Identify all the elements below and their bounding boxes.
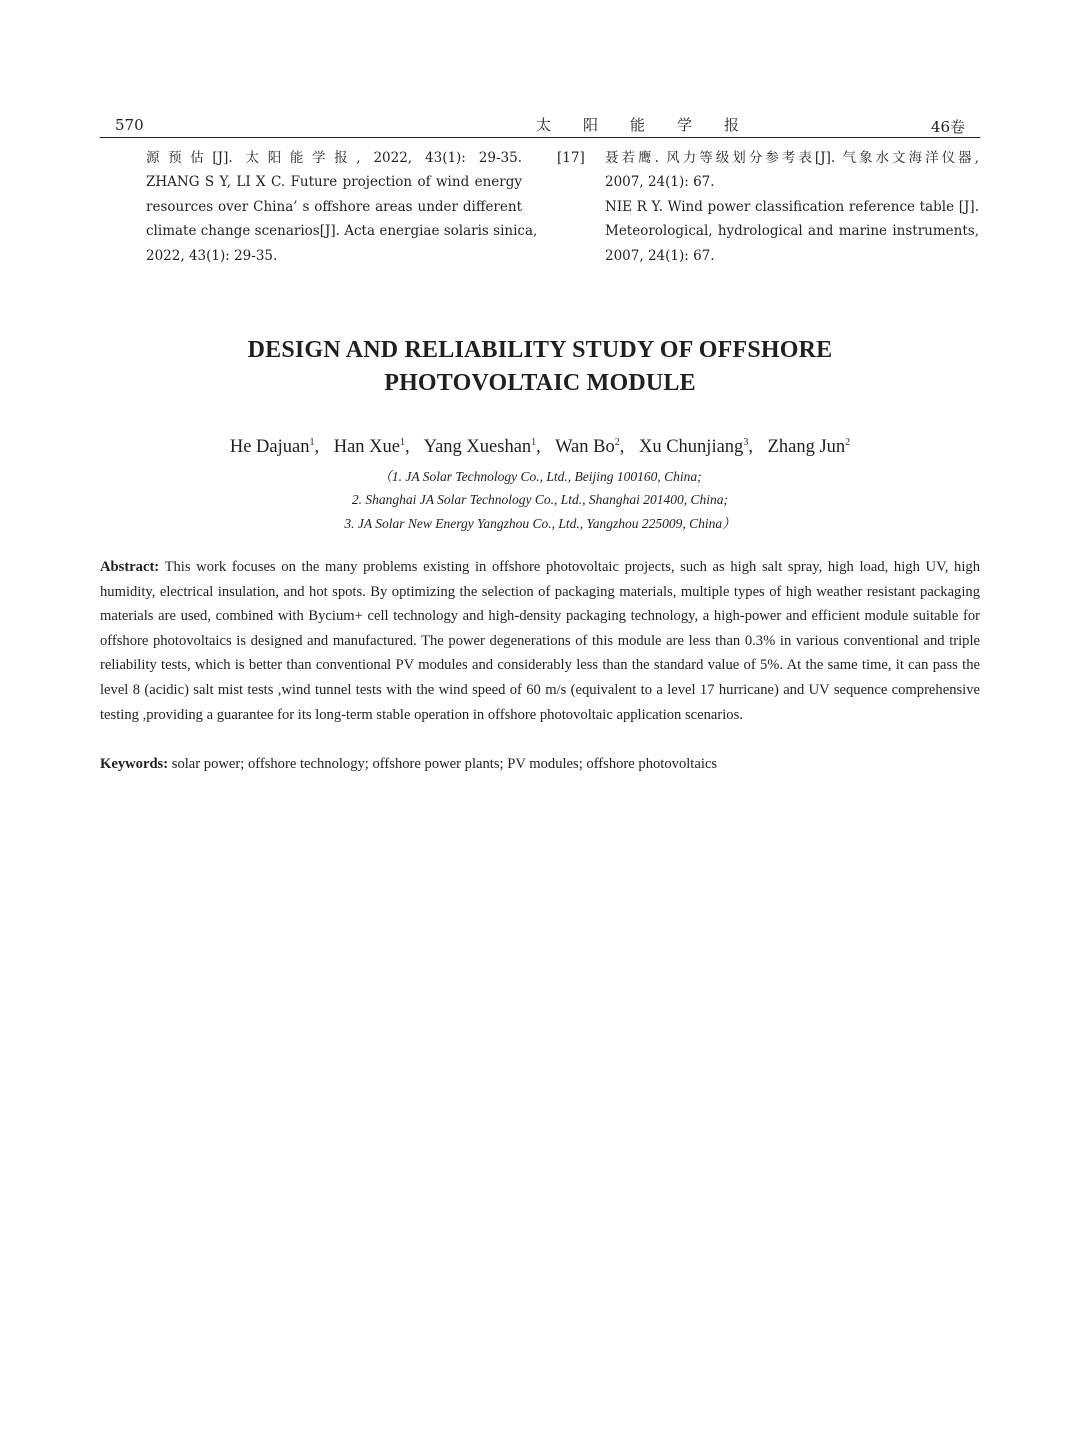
reference-line: ZHANG S Y, LI X C. Future projection of wind energy <box>146 174 522 191</box>
author <box>639 437 748 457</box>
abstract <box>100 555 980 727</box>
author-name: Xu Chunjiang <box>638 437 744 457</box>
title-line-1: DESIGN AND RELIABILITY STUDY OF OFFSHORE <box>247 337 833 363</box>
journal-title: 太阳能学报 <box>536 116 772 134</box>
volume-label: 46卷 <box>930 118 965 136</box>
reference-line: 源预估[J]. 太阳能学报, 2022, 43(1): 29-35. <box>146 150 522 166</box>
keywords <box>100 752 980 777</box>
author-list <box>140 437 940 458</box>
author-affiliation-mark: 1 <box>531 436 537 448</box>
keywords-text: solar power; offshore technology; offshore power plants; PV modules; offshore photovoltaics <box>171 756 718 772</box>
reference-line: 2022, 43(1): 29-35. <box>146 247 278 264</box>
paper-title <box>140 334 940 400</box>
affiliation-list <box>140 465 940 535</box>
author-affiliation-mark: 3 <box>743 436 749 448</box>
author-separator: , <box>314 437 320 457</box>
author-name: He Dajuan <box>229 437 310 457</box>
reference-line: 2007, 24(1): 67. <box>605 174 715 191</box>
author <box>555 437 620 457</box>
author <box>334 437 405 457</box>
reference-line: 2007, 24(1): 67. <box>605 247 715 264</box>
header-rule <box>100 137 980 138</box>
keywords-label: Keywords: <box>100 756 169 772</box>
author-separator: , <box>536 437 541 457</box>
page-number: 570 <box>115 116 144 134</box>
author-separator: , <box>405 437 410 457</box>
affiliation: 3. JA Solar New Energy Yangzhou Co., Ltd., Yangzhou 225009, China） <box>344 515 736 531</box>
affiliation: （1. JA Solar Technology Co., Ltd., Beijing 100160, China; <box>378 469 702 484</box>
author <box>768 437 851 457</box>
reference-line: resources over China’ s offshore areas under different <box>146 198 522 215</box>
author-name: Zhang Jun <box>767 437 846 457</box>
author <box>230 437 315 457</box>
abstract-label: Abstract: <box>100 559 160 575</box>
abstract-text: This work focuses on the many problems existing in offshore photovoltaic projects, such as high salt spray, high load, high UV, high humidity, electrical insulation, and hot spots. By optimizing the selection of packaging materials, multiple types of high weather resistant packaging materials are used, combined with Bycium+ cell technology and high-density packaging technology, a high-power and efficient module suitable for offshore photovoltaics is designed and manufactured. The power degenerations of this module are less than 0.3% in various conventional and triple reliability tests, which is better than conventional PV modules and considerably less than the standard value of 5%. At the same time, it can pass the level 8 (acidic) salt mist tests ,wind tunnel tests with the wind speed of 60 m/s (equivalent to a level 17 hurricane) and UV sequence comprehensive testing ,providing a guarantee for its long-term stable operation in offshore photovoltaic application scenarios. <box>100 559 980 723</box>
author-separator: , <box>748 437 753 457</box>
reference-16-continued <box>146 146 538 268</box>
reference-number: [17] <box>557 150 585 166</box>
author-affiliation-mark: 1 <box>400 436 405 448</box>
reference-line: 聂若鹰. 风力等级划分参考表[J]. 气象水文海洋仪器, <box>605 150 979 166</box>
reference-line: Meteorological, hydrological and marine instruments, <box>605 223 979 240</box>
reference-line: NIE R Y. Wind power classification reference table [J]. <box>605 198 979 215</box>
author <box>424 437 537 457</box>
author-affiliation-mark: 2 <box>614 436 620 448</box>
reference-line: climate change scenarios[J]. Acta energiae solaris sinica, <box>146 223 538 240</box>
author-name: Han Xue <box>333 437 400 457</box>
author-separator: , <box>619 437 625 457</box>
author-affiliation-mark: 1 <box>309 436 315 448</box>
title-line-2: PHOTOVOLTAIC MODULE <box>384 370 696 396</box>
affiliation: 2. Shanghai JA Solar Technology Co., Ltd., Shanghai 201400, China; <box>351 492 729 508</box>
author-name: Wan Bo <box>555 437 615 457</box>
author-name: Yang Xueshan <box>423 437 532 457</box>
running-header <box>100 114 980 136</box>
author-affiliation-mark: 2 <box>845 436 851 448</box>
